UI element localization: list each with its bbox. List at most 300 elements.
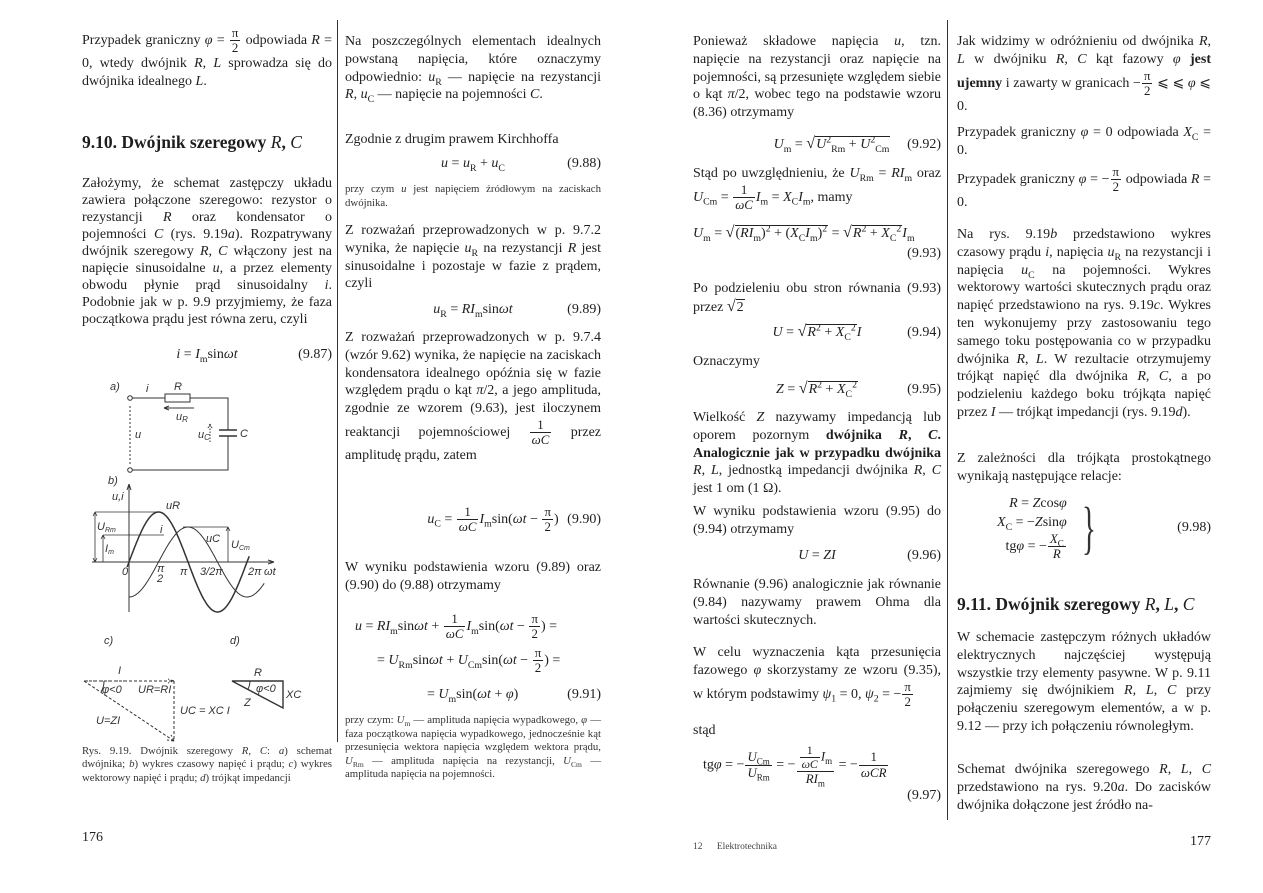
italic-symbol: U — [772, 325, 783, 340]
subscript: Rm — [352, 759, 364, 769]
numerator — [733, 183, 755, 198]
equation-number: (9.92) — [907, 136, 941, 152]
text-run: W wyniku podstawienia wzoru (9.89) oraz (9.90) do (9.88) otrzymamy — [345, 560, 601, 593]
paragraph — [82, 175, 332, 328]
equation-expression — [773, 322, 862, 343]
italic-symbol: U — [747, 765, 757, 780]
subscript: Rm — [859, 172, 874, 184]
equation-number: (9.88) — [567, 156, 601, 171]
subscript: C — [1191, 131, 1199, 143]
subscript: C — [889, 232, 897, 244]
denominator — [800, 758, 820, 771]
equation-expression — [427, 505, 558, 534]
italic-symbol: a — [227, 227, 235, 242]
text-run: — napięcie na pojemności — [374, 87, 531, 103]
text-run: − — [526, 511, 542, 527]
equation-expression — [441, 154, 505, 174]
tick-pi-half-num: π — [157, 563, 165, 575]
paragraph — [957, 761, 1211, 814]
text-run: Z zależności dla trójkąta prostokątnego wynikają następujące relacje: — [957, 451, 1211, 484]
text-run: ) wykres wektorowy napięć i prądu; — [82, 758, 332, 784]
text-run: , — [922, 463, 932, 479]
text-run: + — [427, 619, 443, 634]
label-capacitor-C: C — [240, 428, 248, 440]
radicand — [736, 299, 745, 315]
page-number: 177 — [1190, 834, 1211, 849]
text-run: jest sinusoidalne i pozostaje w fazie z prądem, czyli — [345, 240, 601, 292]
numerator — [1142, 69, 1153, 84]
equation-expression — [433, 300, 512, 320]
equation-expression — [693, 743, 941, 789]
numerator — [444, 612, 466, 627]
equation-number: (9.93) — [907, 246, 941, 261]
text-run: = — [828, 226, 844, 241]
text-run: ) = — [540, 619, 558, 634]
italic-symbol: u — [462, 156, 470, 171]
label-c: c) — [104, 635, 114, 647]
text-run: Z rozważań przeprowadzonych w p. 9.7.4 (wzór 9.62) wynika, że napięcie na zaciskach kondensatora idealnego opóźnia się w fazie względem prądu o kąt — [345, 330, 601, 399]
italic-symbol: u — [360, 87, 368, 103]
triangle-label-Z: Z — [244, 697, 251, 709]
italic-symbol: U — [798, 548, 809, 563]
text-run: Oznaczymy — [693, 354, 760, 369]
text-run: , — [1155, 594, 1165, 614]
vector-label-UC: UC = XC I — [180, 705, 230, 717]
paragraph — [345, 131, 601, 149]
subscript: C — [367, 94, 375, 106]
equation-line — [345, 610, 601, 644]
italic-symbol: L — [710, 463, 719, 479]
square-root — [725, 223, 828, 244]
text-run: = — [783, 382, 799, 397]
vector-label-phi: φ<0 — [102, 684, 122, 696]
italic-symbol: R — [1055, 51, 1065, 67]
superscript: 2 — [822, 223, 828, 235]
equation-number: (9.89) — [567, 302, 601, 317]
equation-9-88 — [345, 154, 601, 174]
text-run: Jak widzimy w odróżnieniu od dwójnika — [957, 34, 1199, 49]
subscript: Rm — [398, 659, 413, 671]
italic-symbol: C — [153, 227, 164, 242]
bold-text: , — [907, 427, 929, 443]
italic-symbol: b — [129, 758, 135, 771]
text-run: = 0. — [957, 171, 1211, 211]
text-run: /2, a jego amplituda, zgodnie ze wzorem (9.63), jest iloczynem reaktancji pojemnościowej — [345, 383, 601, 440]
text-run: π — [904, 679, 911, 694]
text-run: ) trójkąt impedancji — [205, 771, 291, 784]
denominator — [444, 627, 466, 641]
italic-symbol: X — [783, 189, 792, 205]
italic-symbol: I — [820, 749, 826, 764]
numerator — [457, 505, 479, 520]
italic-symbol: π — [476, 383, 484, 399]
figure-9-19 — [82, 372, 332, 747]
text-run: 1 — [451, 612, 458, 627]
superscript: 2 — [826, 134, 832, 146]
fraction — [797, 743, 835, 789]
text-run: 9.10. Dwójnik szeregowy — [82, 132, 271, 152]
text-run: Stąd po uwzględnieniu, że — [693, 166, 850, 181]
text-run: Zgodnie z drugim prawem Kirchhoffa — [345, 132, 559, 147]
italic-symbol: ωt — [414, 619, 428, 634]
note — [345, 714, 601, 782]
radical-sign: √ — [797, 323, 807, 340]
equation-9-89 — [345, 300, 601, 320]
numerator — [1048, 532, 1066, 547]
italic-symbol: R — [807, 325, 816, 340]
subscript: Rm — [756, 772, 770, 783]
section-heading-9-11 — [957, 593, 1211, 615]
italic-symbol: ωCR — [860, 765, 887, 780]
resistor-symbol — [165, 394, 190, 402]
italic-symbol: R — [194, 56, 203, 72]
denominator — [529, 627, 540, 641]
italic-symbol: U — [438, 687, 449, 702]
text-run: 1 — [740, 182, 748, 197]
bold-text: . Analogicznie jak w przypadku dwójnika — [693, 427, 941, 461]
paragraph — [693, 33, 941, 122]
text-run: = — [362, 619, 377, 634]
triangle-label-XC: XC — [286, 689, 302, 701]
italic-symbol: ωt — [499, 619, 514, 634]
subscript: m — [760, 196, 769, 208]
subscript: C — [798, 232, 806, 244]
italic-symbol: L — [1164, 594, 1174, 614]
text-run: i zawarty w granicach − — [1002, 75, 1141, 91]
paragraph — [693, 503, 941, 539]
label-resistor-R: R — [174, 381, 182, 393]
text-run: ⩽ 0. — [957, 75, 1211, 114]
italic-symbol: U — [563, 754, 571, 767]
text-run: = — [768, 189, 784, 205]
page-number: 176 — [82, 830, 103, 845]
text-run: = — [808, 548, 824, 563]
italic-symbol: C — [530, 87, 540, 103]
text-run: : — [267, 745, 279, 757]
denominator — [1142, 84, 1153, 98]
numerator — [230, 26, 241, 41]
italic-symbol: RI — [805, 772, 818, 787]
text-run: , — [701, 463, 711, 479]
italic-symbol: I — [902, 226, 907, 241]
italic-symbol: R — [1198, 34, 1208, 49]
text-run: , — [1188, 762, 1202, 777]
text-run: sin( — [456, 687, 478, 702]
text-run: ) wykres czasowy napięć i prądu; — [134, 758, 289, 771]
text-run: = — [873, 166, 892, 181]
italic-symbol: C — [931, 463, 942, 479]
equation-row — [997, 513, 1067, 532]
italic-symbol: I — [798, 189, 803, 205]
text-run: ). — [1182, 404, 1191, 420]
italic-symbol: φ — [1172, 51, 1181, 67]
subscript: Cm — [703, 196, 718, 208]
tick-pi: π — [180, 566, 188, 578]
text-run: , — [208, 244, 219, 259]
text-run: , — [1173, 594, 1183, 614]
bold-text: jest ujemny — [957, 51, 1212, 91]
note — [345, 183, 601, 210]
equation-number: (9.95) — [907, 381, 941, 397]
text-run: = 0, — [836, 686, 866, 702]
text-run: , — [1207, 34, 1211, 49]
italic-symbol: U — [457, 653, 468, 668]
text-run: 2 — [544, 520, 551, 535]
subscript: m — [703, 232, 711, 244]
text-run: odpowiada — [241, 32, 312, 48]
label-Im: Im — [105, 543, 114, 556]
subscript: C — [1057, 538, 1064, 549]
denominator — [533, 661, 544, 675]
text-run: = — [1017, 496, 1033, 511]
page-176-column-2 — [345, 0, 601, 893]
text-run: włączony jest na napięcie sinusoidalne — [82, 244, 333, 276]
subscript: Cm — [570, 759, 582, 769]
triangle-label-R: R — [254, 667, 262, 679]
paragraph — [693, 165, 941, 212]
text-run: ) — [513, 687, 519, 702]
superscript: 2 — [815, 322, 821, 334]
vector-label-I: I — [118, 665, 122, 677]
label-URm: URm — [97, 521, 116, 534]
italic-symbol: u — [355, 619, 362, 634]
square-root — [726, 297, 745, 315]
text-run: jest napięciem źródłowym na zaciskach dwójnika. — [345, 183, 601, 209]
equation-9-97 — [693, 744, 941, 804]
numerator — [542, 505, 553, 520]
italic-symbol: R — [1052, 547, 1061, 562]
italic-symbol: I — [990, 404, 996, 420]
text-run: odpowiada — [1122, 171, 1191, 187]
triangle-label-phi: φ<0 — [256, 683, 276, 695]
italic-symbol: φ — [1080, 125, 1089, 140]
subscript: m — [809, 232, 818, 244]
text-run: = − — [835, 757, 858, 773]
fraction — [1048, 532, 1066, 561]
subscript: C — [434, 518, 441, 530]
italic-symbol: R — [567, 240, 577, 256]
subscript: m — [471, 625, 479, 637]
text-run: = — [440, 511, 456, 527]
paragraph — [82, 26, 332, 91]
fraction — [457, 505, 479, 534]
text-run: − — [513, 619, 529, 634]
text-run: Wielkość — [693, 410, 757, 425]
text-run: sin — [482, 302, 499, 317]
radicand — [852, 223, 902, 244]
fraction — [530, 418, 552, 447]
equation-number: (9.94) — [907, 324, 941, 340]
italic-symbol: R — [1190, 171, 1200, 187]
fraction — [800, 744, 820, 771]
paragraph — [957, 33, 1211, 116]
text-run: = − — [1024, 538, 1047, 554]
equation-expression — [693, 224, 941, 242]
text-run: + — [442, 653, 458, 668]
paragraph — [693, 576, 941, 629]
italic-symbol: ωC — [735, 197, 753, 212]
italic-symbol: ZI — [823, 548, 836, 563]
italic-symbol: U — [693, 226, 704, 241]
text-run: = — [180, 347, 196, 362]
subscript: 2 — [873, 693, 879, 705]
italic-symbol: φ — [581, 714, 588, 726]
text-run: przy czym — [345, 183, 402, 195]
equation-number: (9.90) — [567, 511, 601, 527]
subscript: C — [844, 331, 851, 343]
italic-symbol: R — [852, 226, 862, 241]
numerator — [797, 744, 835, 772]
text-run: kąt fazowy — [1086, 51, 1173, 67]
equation-9-90 — [345, 505, 601, 534]
subscript: m — [390, 625, 398, 637]
text-run: sin — [397, 619, 415, 634]
label-a: a) — [110, 381, 120, 393]
text-run: — trójkąt impedancji (rys. 9.19 — [995, 404, 1176, 420]
column-divider-right-page — [947, 20, 948, 820]
subscript: m — [484, 518, 492, 530]
text-run: , — [248, 745, 260, 757]
text-run: 2 — [534, 661, 542, 676]
text-run: przedstawiono wykres czasowy prądu — [957, 227, 1212, 260]
paragraph — [957, 165, 1211, 212]
italic-symbol: C — [1166, 683, 1177, 699]
text-run: cos — [1040, 496, 1060, 511]
text-run: , — [1025, 351, 1036, 367]
axis-x-label: ωt — [264, 566, 276, 578]
text-run: = − — [1086, 171, 1110, 187]
denominator — [859, 766, 889, 780]
text-run: , — [1153, 683, 1167, 699]
text-run: przy połączeniu szeregowym elementów, a w p. 9.12 — przy ich połączeniu równoległym. — [957, 683, 1211, 734]
numerator — [1111, 165, 1122, 180]
equation-expression — [776, 379, 858, 400]
page-177-column-1 — [693, 0, 941, 893]
italic-symbol: I — [856, 325, 862, 340]
superscript: 2 — [817, 379, 823, 391]
tick-2pi: 2π — [248, 566, 262, 578]
figure-caption — [82, 745, 332, 785]
fraction — [745, 750, 771, 783]
italic-symbol: C — [1077, 51, 1087, 67]
equation-9-94 — [693, 322, 941, 343]
text-run: Z rozważań przeprowadzonych w p. 9.7.2 wynika, że napięcie — [345, 223, 601, 256]
tick-0: 0 — [122, 566, 129, 578]
italic-symbol: X — [1049, 532, 1058, 546]
text-run: Przypadek graniczny — [957, 125, 1081, 140]
text-run: W schemacie zastępczym różnych układów elektrycznych najczęściej występują wszystkie trzy elementy pasywne. W p. 9.11 zajmiemy się dwójnikiem — [957, 630, 1211, 699]
italic-symbol: C — [290, 132, 302, 152]
italic-symbol: i — [176, 347, 181, 362]
italic-symbol: φ — [713, 757, 722, 773]
italic-symbol: u — [1107, 244, 1115, 260]
italic-symbol: C — [1201, 762, 1212, 777]
paragraph — [693, 353, 941, 371]
radical-sign: √ — [843, 224, 852, 241]
italic-symbol: L — [1180, 762, 1189, 777]
square-root — [797, 322, 857, 343]
numerator — [859, 750, 889, 765]
text-run: Przypadek graniczny — [82, 32, 205, 48]
superscript: 2 — [861, 223, 867, 235]
text-run: , — [1145, 369, 1159, 385]
text-run: przez amplitudę prądu, zatem — [345, 424, 601, 464]
denominator — [797, 772, 835, 789]
subscript: m — [404, 719, 411, 729]
equation-number: (9.98) — [1177, 519, 1211, 535]
italic-symbol: RI — [740, 226, 754, 241]
text-run: skorzystamy ze wzoru (9.35), w którym podstawimy — [693, 662, 941, 702]
label-uR: uR — [176, 411, 188, 424]
brace-icon: } — [1081, 494, 1096, 560]
y-axis — [127, 484, 131, 612]
subscript: m — [753, 232, 762, 244]
subscript: C — [845, 388, 853, 400]
equation-number: (9.97) — [907, 788, 941, 803]
fraction — [529, 612, 540, 641]
text-run: = — [448, 156, 463, 171]
italic-symbol: i — [1045, 244, 1050, 260]
text-run: Schemat dwójnika szeregowego — [957, 762, 1160, 777]
text-run: = — [782, 325, 798, 340]
fraction — [444, 612, 466, 641]
text-run: oraz kondensator o pojemności — [82, 210, 332, 242]
italic-symbol: L — [195, 74, 204, 90]
italic-symbol: Z — [1034, 515, 1043, 530]
italic-symbol: u — [401, 183, 407, 195]
axis-y-label: u,i — [112, 491, 124, 503]
italic-symbol: U — [345, 754, 353, 767]
text-run: 1 — [870, 750, 877, 765]
text-run: sin — [412, 653, 430, 668]
text-run: 2 — [531, 627, 538, 642]
denominator — [1111, 180, 1122, 194]
text-run: Ponieważ składowe napięcia — [693, 34, 895, 49]
subscript: Rm — [831, 143, 846, 155]
text-run: ) — [817, 226, 823, 241]
text-run: 1 — [806, 743, 813, 757]
text-run: + — [476, 156, 492, 171]
text-run: Równanie (9.96) analogicznie jak równanie (9.84) nazywamy prawem Ohma dla wartości skutecznych. — [693, 577, 941, 628]
radical-sign: √ — [806, 135, 816, 152]
label-d: d) — [230, 635, 240, 647]
subscript: m — [904, 172, 913, 184]
fraction — [859, 750, 889, 779]
text-run: 2 — [231, 41, 239, 56]
text-run: 9.11. Dwójnik szeregowy — [957, 594, 1145, 614]
square-root — [806, 134, 890, 155]
subscript: C — [791, 196, 799, 208]
subscript: C — [1028, 269, 1035, 281]
italic-symbol: a — [278, 745, 285, 757]
fraction — [1142, 69, 1153, 98]
italic-symbol: b — [1050, 227, 1058, 242]
text-run: 2 — [736, 299, 744, 315]
paragraph — [693, 409, 941, 498]
fraction — [230, 26, 241, 55]
subscript: C — [498, 162, 505, 174]
italic-symbol: φ — [1016, 538, 1025, 554]
subscript: R — [469, 162, 477, 174]
italic-symbol: R — [693, 463, 702, 479]
text-run: , mamy — [810, 189, 853, 205]
italic-symbol: φ — [1059, 496, 1067, 511]
subscript: m — [783, 143, 792, 155]
equation-row — [997, 532, 1067, 561]
italic-symbol: U — [860, 137, 871, 152]
italic-symbol: I — [755, 189, 761, 205]
curve-label-i: i — [160, 524, 163, 536]
